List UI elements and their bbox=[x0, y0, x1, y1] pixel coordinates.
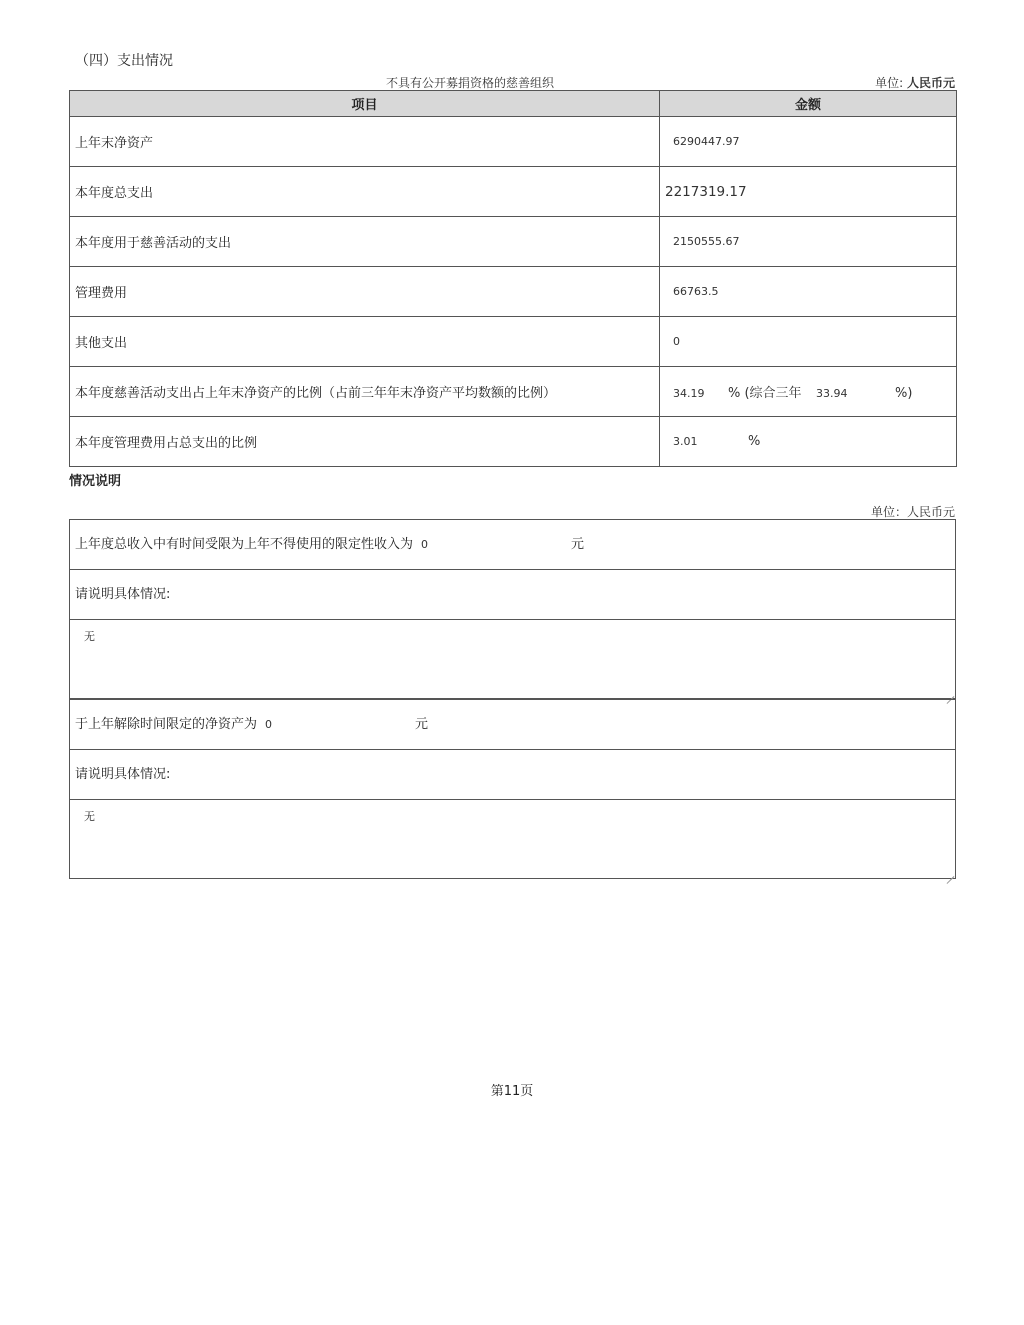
table-row bbox=[70, 117, 957, 167]
released-value[interactable]: 0 bbox=[265, 718, 273, 731]
row-item: 其他支出 bbox=[70, 317, 660, 367]
row-item: 本年度总支出 bbox=[70, 167, 660, 217]
header-item: 项目 bbox=[70, 91, 660, 117]
row-item: 上年末净资产 bbox=[70, 117, 660, 167]
notes-unit: 单位：人民币元 bbox=[870, 505, 955, 519]
header-amount: 金额 bbox=[660, 91, 957, 117]
page-number: 第11页 bbox=[490, 1084, 534, 1099]
row-item: 本年度慈善活动支出占上年末净资产的比例（占前三年年末净资产平均数额的比例） bbox=[70, 367, 660, 417]
explain-label-row-1 bbox=[69, 569, 956, 619]
mgmt-ratio-value[interactable]: 3.01 bbox=[673, 435, 698, 448]
restricted-income-label: 上年度总收入中有时间受限为上年不得使用的限定性收入为 bbox=[75, 537, 414, 552]
mgmt-ratio-row bbox=[70, 417, 957, 467]
restricted-income-value[interactable]: 0 bbox=[421, 538, 429, 551]
row-item: 本年度用于慈善活动的支出 bbox=[70, 217, 660, 267]
explain-label-1: 请说明具体情况: bbox=[75, 587, 171, 602]
table-row bbox=[70, 317, 957, 367]
restricted-income-unit: 元 bbox=[571, 537, 585, 552]
row-value[interactable]: 66763.5 bbox=[660, 267, 957, 317]
unit-label bbox=[875, 74, 955, 91]
row-value[interactable]: 2217319.17 bbox=[660, 167, 957, 217]
explain-text-2: 无 bbox=[84, 810, 95, 823]
ratio-end-text: %) bbox=[895, 386, 913, 401]
row-item: 本年度管理费用占总支出的比例 bbox=[70, 417, 660, 467]
explain-textarea-1[interactable] bbox=[69, 619, 956, 699]
resize-grip-icon[interactable] bbox=[946, 869, 954, 877]
mgmt-ratio-cell bbox=[660, 417, 957, 467]
explain-text-1: 无 bbox=[84, 630, 95, 643]
expenditure-table bbox=[69, 90, 957, 467]
row-item: 管理费用 bbox=[70, 267, 660, 317]
released-label: 于上年解除时间限定的净资产为 bbox=[75, 717, 258, 732]
table-header-row bbox=[70, 91, 957, 117]
explain-label-2: 请说明具体情况: bbox=[75, 767, 171, 782]
table-row bbox=[70, 217, 957, 267]
row-value[interactable]: 2150555.67 bbox=[660, 217, 957, 267]
unit-label-text: 单位: bbox=[875, 76, 904, 90]
explain-textarea-2[interactable] bbox=[69, 799, 956, 879]
released-assets-row bbox=[69, 699, 956, 749]
ratio-row bbox=[70, 367, 957, 417]
ratio-value[interactable]: 34.19 bbox=[673, 387, 705, 400]
row-value[interactable]: 6290447.97 bbox=[660, 117, 957, 167]
row-value[interactable]: 0 bbox=[660, 317, 957, 367]
section-title: （四）支出情况 bbox=[75, 53, 173, 69]
org-type-caption: 不具有公开募捐资格的慈善组织 bbox=[385, 76, 554, 90]
notes-heading: 情况说明 bbox=[69, 474, 122, 489]
explain-label-row-2 bbox=[69, 749, 956, 799]
restricted-income-row bbox=[69, 519, 956, 569]
mgmt-ratio-pct: % bbox=[748, 434, 761, 449]
table-row bbox=[70, 267, 957, 317]
ratio-mid-text: % (综合三年 bbox=[728, 386, 802, 401]
resize-grip-icon[interactable] bbox=[946, 689, 954, 697]
unit-label-value: 人民币元 bbox=[906, 76, 955, 90]
table-row bbox=[70, 167, 957, 217]
ratio-cell bbox=[660, 367, 957, 417]
three-year-value[interactable]: 33.94 bbox=[816, 387, 848, 400]
released-unit: 元 bbox=[415, 717, 429, 732]
